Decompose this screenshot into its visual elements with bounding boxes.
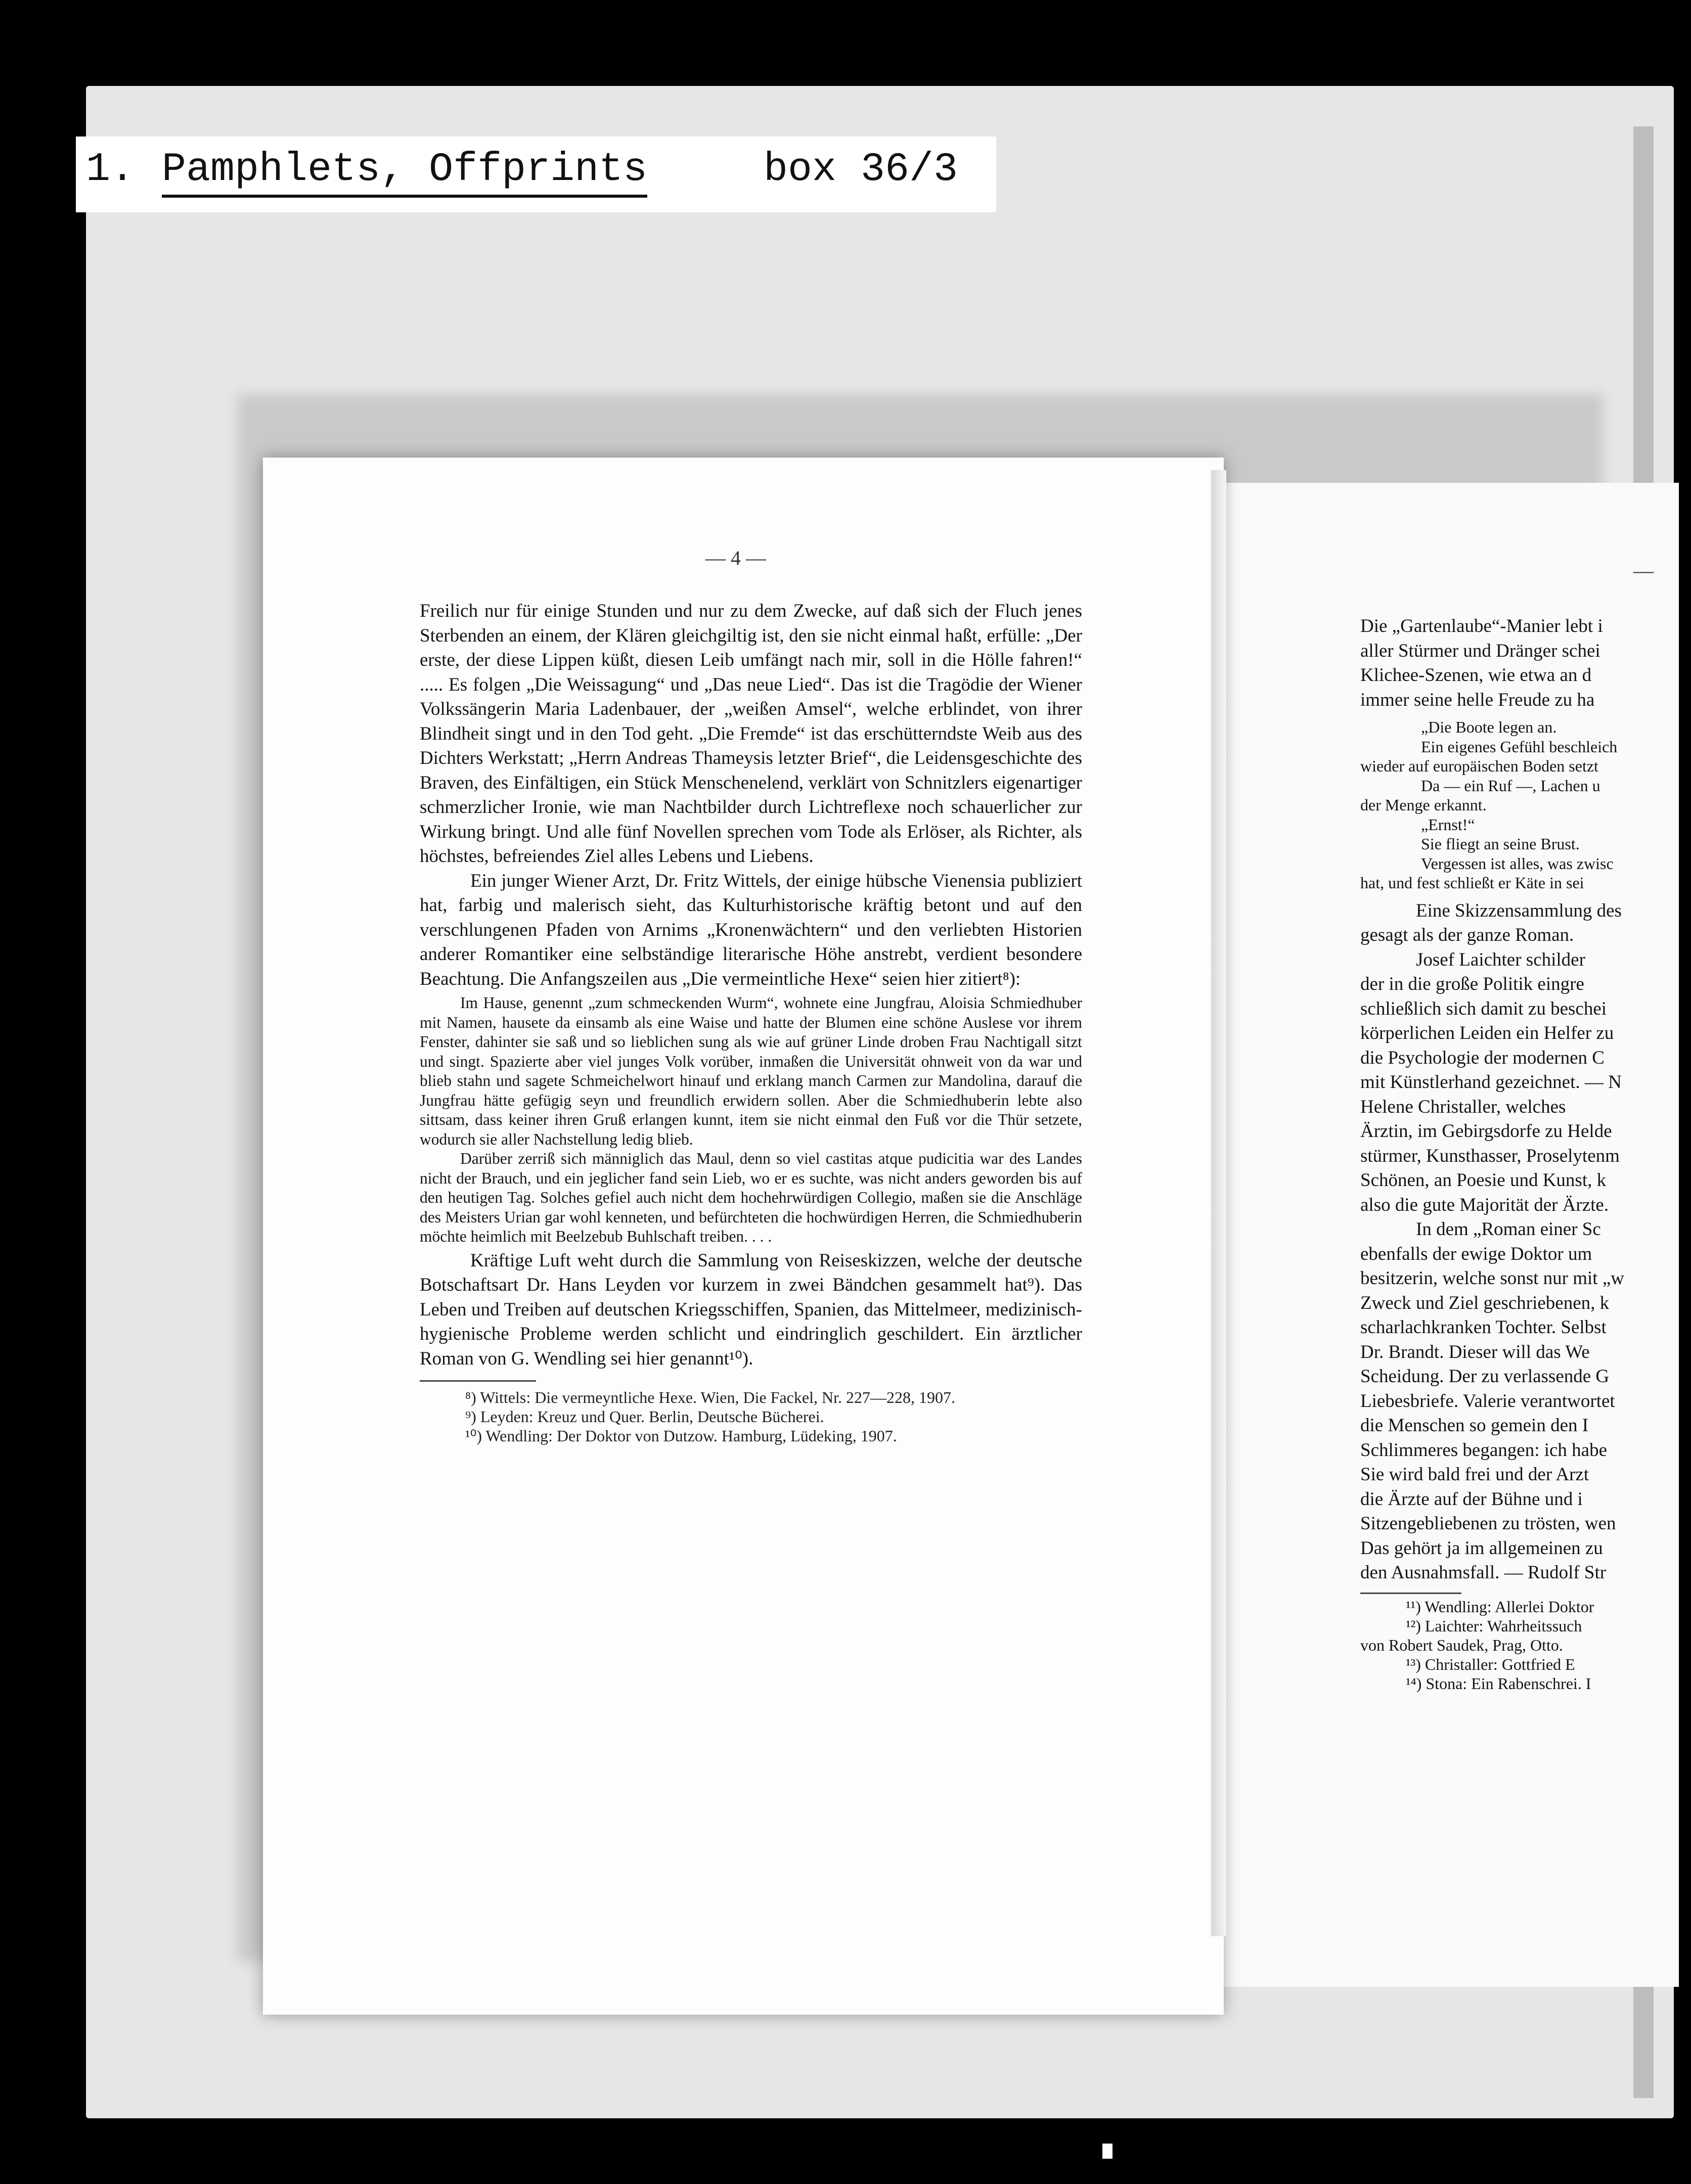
text-line: der in die große Politik eingre bbox=[1360, 974, 1584, 994]
footnote: ⁹) Leyden: Kreuz und Quer. Berlin, Deutsche Bücherei. bbox=[465, 1407, 824, 1426]
right-text-column bbox=[1360, 614, 1691, 1693]
film-speck bbox=[1102, 2144, 1112, 2159]
text-line: Schönen, an Poesie und Kunst, k bbox=[1360, 1170, 1607, 1191]
quote-line: wieder auf europäischen Boden setzt bbox=[1360, 757, 1598, 775]
footnote-divider bbox=[420, 1380, 536, 1382]
quote-line: hat, und fest schließt er Käte in sei bbox=[1360, 874, 1584, 892]
text-line: Schlimmeres begangen: ich habe bbox=[1360, 1439, 1608, 1461]
quote-line: „Ernst!“ bbox=[1421, 815, 1475, 834]
footnote: ¹⁰) Wendling: Der Doktor von Dutzow. Hamburg, Lüdeking, 1907. bbox=[465, 1427, 897, 1445]
footnote: ¹⁴) Stona: Ein Rabenschrei. I bbox=[1406, 1674, 1591, 1693]
text-line: Eine Skizzensammlung des bbox=[1416, 900, 1622, 921]
text-line: die Menschen so gemein den I bbox=[1360, 1415, 1589, 1436]
page-gutter bbox=[1211, 470, 1226, 1936]
text-line: gesagt als der ganze Roman. bbox=[1360, 925, 1574, 945]
text-line: immer seine helle Freude zu ha bbox=[1360, 689, 1595, 710]
text-line: die Ärzte auf der Bühne und i bbox=[1360, 1488, 1583, 1510]
text-line: aller Stürmer und Dränger schei bbox=[1360, 640, 1600, 661]
text-line: Dr. Brandt. Dieser will das We bbox=[1360, 1341, 1590, 1362]
text-line: scharlachkranken Tochter. Selbst bbox=[1360, 1317, 1607, 1338]
text-line: stürmer, Kunsthasser, Proselytenm bbox=[1360, 1145, 1620, 1166]
text-line: den Ausnahmsfall. — Rudolf Str bbox=[1360, 1562, 1607, 1583]
label-box: box 36/3 bbox=[764, 147, 958, 193]
quote-block bbox=[420, 993, 1082, 1247]
text-line: besitzerin, welche sonst nur mit „w bbox=[1360, 1268, 1624, 1289]
text-line: Scheidung. Der zu verlassende G bbox=[1360, 1366, 1610, 1387]
archive-label bbox=[76, 136, 996, 212]
footnote: ¹³) Christaller: Gottfried E bbox=[1406, 1655, 1575, 1673]
text-line: Josef Laichter schilder bbox=[1416, 949, 1585, 970]
text-line: Liebesbriefe. Valerie verantwortet bbox=[1360, 1390, 1615, 1412]
text-line: Die „Gartenlaube“-Manier lebt i bbox=[1360, 616, 1603, 636]
text-line: körperlichen Leiden ein Helfer zu bbox=[1360, 1023, 1614, 1043]
paragraph: Kräftige Luft weht durch die Sammlung von Reiseskizzen, welche der deutsche Botschaftsart Dr. Hans Leyden vor kurzem in zwei Bändchen gesammelt hat⁹). Das Leben und Treiben auf deutschen Kriegsschiffen, Spanien, das Mittelmeer, medizinisch-hygienische Probleme werden schlicht und eindringlich geschildert. Ein ärztlicher Roman von G. Wendling sei hier genannt¹⁰). bbox=[420, 1250, 1082, 1369]
footnote: ¹¹) Wendling: Allerlei Doktor bbox=[1406, 1597, 1594, 1616]
quote-line: Da — ein Ruf —, Lachen u bbox=[1421, 776, 1600, 795]
paragraph: Ein junger Wiener Arzt, Dr. Fritz Wittels, der einige hübsche Vienensia publiziert hat, farbig und malerisch sieht, das Kulturhistorische kräftig betont und auf den verschlungenen Pfaden von Arnims „Kronenwächtern“ und den verliebten Historien anderer Romantiker eine selbständige literarische Höhe anstrebt, verdient besondere Beachtung. Die Anfangszeilen aus „Die vermeintliche Hexe“ seien hier zitiert⁸): bbox=[420, 870, 1082, 989]
quote-paragraph: Im Hause, genennt „zum schmeckenden Wurm“, wohnete eine Jungfrau, Aloisia Schmiedhuber mit Namen, hausete da einsamb als eine Waise und hatte der Blumen eine schöne Auslese vor ihrem Fenster, dahinter sie saß und so lieblichen sung als wie auf grüner Linde droben Frau Nachtigall sitzt und singt. Spazierte aber viel junges Volk vorüber, inmaßen die Universität ohnweit von da war und blieb stahn und sagete Schmeichelwort hinauf und erklang manch Carmen zur Mandolina, darauf die Jungfrau hätte gefügig seyn und freundlich erwidern sollen. Aber die Schmiedhuberin lebte also sittsam, dass keiner ihren Gruß erlangen kunnt, item sie nicht einmal den Fuß vor die Thür setzete, wodurch sie aller Nachstellung ledig blieb. bbox=[420, 994, 1082, 1148]
left-text-column bbox=[420, 599, 1082, 1445]
label-title: Pamphlets, Offprints bbox=[162, 147, 647, 198]
text-line: Klichee-Szenen, wie etwa an d bbox=[1360, 665, 1592, 686]
footnote-divider bbox=[1360, 1592, 1461, 1594]
quote-paragraph: Darüber zerriß sich männiglich das Maul, denn so viel castitas atque pudicitia war des Landes nicht der Brauch, und ein jeglicher fand sein Lieb, wo er es suchte, was nicht anders geworden bis auf den heutigen Tag. Solches gefiel auch nicht dem hochehrwürdigen Collegio, maßen sie die Anschläge des Meisters Urian gar wohl kenneten, und befürchteten die hochwürdigen Herren, die Schmiedhuberin möchte heimlich mit Beelzebub Buhlschaft treiben. . . . bbox=[420, 1150, 1082, 1245]
text-line: Sitzengebliebenen zu trösten, wen bbox=[1360, 1513, 1616, 1534]
text-line: ebenfalls der ewige Doktor um bbox=[1360, 1243, 1592, 1264]
quote-line: der Menge erkannt. bbox=[1360, 796, 1487, 814]
quote-line: Sie fliegt an seine Brust. bbox=[1421, 835, 1580, 853]
footnote: von Robert Saudek, Prag, Otto. bbox=[1360, 1635, 1563, 1654]
text-line: In dem „Roman einer Sc bbox=[1416, 1219, 1601, 1240]
text-line: Ärztin, im Gebirgsdorfe zu Helde bbox=[1360, 1121, 1612, 1142]
text-line: die Psychologie der modernen C bbox=[1360, 1047, 1605, 1068]
text-line: Sie wird bald frei und der Arzt bbox=[1360, 1464, 1589, 1485]
quote-line: Vergessen ist alles, was zwisc bbox=[1421, 854, 1614, 873]
text-line: mit Künstlerhand gezeichnet. — N bbox=[1360, 1072, 1622, 1093]
quote-line: „Die Boote legen an. bbox=[1421, 718, 1557, 736]
text-line: Helene Christaller, welches bbox=[1360, 1096, 1566, 1117]
paragraph: Freilich nur für einige Stunden und nur zu dem Zwecke, auf daß sich der Fluch jenes Sterbenden an einem, der Klären gleichgiltig ist, den sie nicht einmal haßt, erfülle: „Der erste, der diese Lippen küßt, diesen Leib umfängt nach mir, soll in die Hölle fahren!“ ..... Es folgen „Die Weissagung“ und „Das neue Lied“. Das ist die Tragödie der Wiener Volkssängerin Maria Ladenbauer, der „weißen Amsel“, welche erblindet, von ihrer Blindheit singt und in den Tod geht. „Die Fremde“ ist das erschütterndste Weib aus des Dichters Werkstatt; „Herrn Andreas Thameysis letzter Brief“, die Leidensgeschichte des Braven, des Einfältigen, ein Stück Menschenelend, verklärt von Schnitzlers eigenartiger schmerzlicher Ironie, wie man Nachtbilder durch Lichtreflexe noch schauerlicher zur Wirkung bringt. Und alle fünf Novellen sprechen vom Tode als Erlöser, als Richter, als höchstes, befreiendes Ziel alles Lebens und Liebens. bbox=[420, 601, 1082, 867]
text-line: schließlich sich damit zu beschei bbox=[1360, 998, 1607, 1019]
quote-line: Ein eigenes Gefühl beschleich bbox=[1421, 737, 1618, 756]
footnotes bbox=[420, 1388, 1082, 1445]
text-line: Zweck und Ziel geschriebenen, k bbox=[1360, 1292, 1610, 1313]
label-number: 1. bbox=[86, 147, 135, 193]
footnote: ¹²) Laichter: Wahrheitssuch bbox=[1406, 1616, 1582, 1635]
right-page-number: — bbox=[1633, 559, 1654, 582]
page-number: — 4 — bbox=[705, 547, 766, 569]
text-line: Das gehört ja im allgemeinen zu bbox=[1360, 1537, 1603, 1559]
text-line: also die gute Majorität der Ärzte. bbox=[1360, 1194, 1609, 1215]
footnote: ⁸) Wittels: Die vermeyntliche Hexe. Wien, Die Fackel, Nr. 227—228, 1907. bbox=[465, 1388, 955, 1406]
